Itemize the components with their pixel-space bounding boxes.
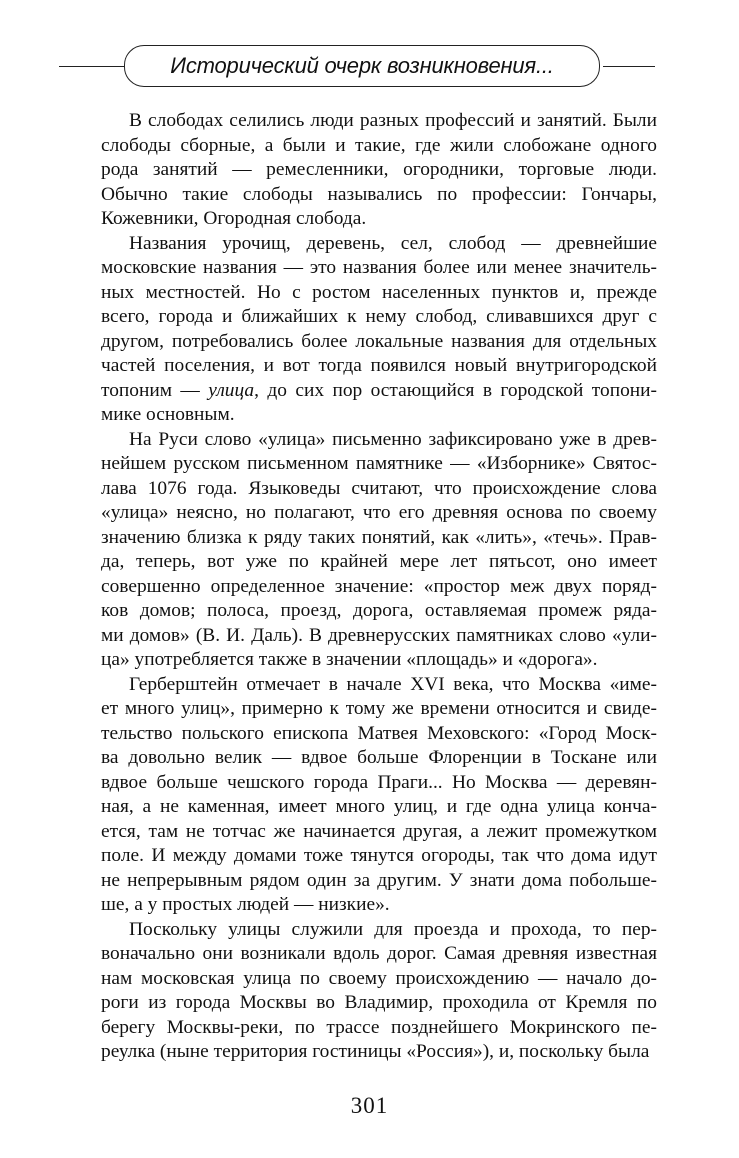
text-line: ков домов; полоса, проезд, дорога, оставляемая промеж ряда- bbox=[101, 600, 657, 621]
text-line: не непрерывным рядом один за другим. У знати дома побольше- bbox=[101, 869, 657, 891]
text-line: ца» употребляется также в значении «площадь» и «дорога». bbox=[101, 649, 598, 670]
text-line: мике основным. bbox=[101, 404, 235, 425]
text-line: всего, города и ближайших к нему слобод, сливавшихся друг с bbox=[101, 306, 657, 327]
text-line: ше, а у простых людей — низкие». bbox=[101, 894, 390, 915]
text-line: «улица» неясно, но полагают, что его древняя основа по своему bbox=[101, 502, 657, 523]
text-line: реулка (ныне территория гостиницы «Россия»), и, поскольку была bbox=[101, 1041, 650, 1062]
header-title: Исторический очерк возникновения... bbox=[170, 53, 554, 78]
text-line: берегу Москвы-реки, по трассе позднейшего Мокринского пе- bbox=[101, 1016, 657, 1038]
text-line: вдвое больше чешского города Праги... Но Москва — деревян- bbox=[101, 771, 657, 793]
text-line: лава 1076 года. Языковеды считают, что происхождение слова bbox=[101, 477, 657, 499]
header-frame bbox=[124, 45, 600, 87]
running-header bbox=[0, 45, 739, 89]
text-line: да, теперь, вот уже по крайней мере лет пятьсот, оно имеет bbox=[101, 551, 657, 572]
text-line: Кожевники, Огородная слобода. bbox=[101, 208, 367, 229]
body-text bbox=[101, 109, 657, 1065]
text-line: топоним — улица, до сих пор остающийся в городской топони- bbox=[101, 379, 657, 401]
text-line: слободы сборные, а были и такие, где жили слобожане одного bbox=[101, 134, 657, 156]
text-line: московские названия — это названия более или менее значитель- bbox=[101, 257, 657, 278]
header-rule-left bbox=[59, 66, 125, 67]
paragraph bbox=[101, 428, 657, 673]
text-line: ная, а не каменная, имеет много улиц, и где одна улица конча- bbox=[101, 796, 657, 817]
text-line: значению близка к ряду таких понятий, как «лить», «течь». Прав- bbox=[101, 526, 657, 548]
text-line: рода занятий — ремесленники, огородники, торговые люди. bbox=[101, 159, 657, 180]
text-line: нейшем русском письменном памятнике — «Изборнике» Святос- bbox=[101, 453, 657, 474]
text-line: Обычно такие слободы назывались по профессии: Гончары, bbox=[101, 183, 657, 205]
text-line: совершенно определенное значение: «простор меж двух поряд- bbox=[101, 575, 657, 597]
paragraph bbox=[101, 918, 657, 1065]
header-rule-right bbox=[603, 66, 655, 67]
page-number: 301 bbox=[350, 1093, 389, 1118]
text-line: На Руси слово «улица» письменно зафиксировано уже в древ- bbox=[129, 428, 657, 450]
text-line: ет много улиц», примерно к тому же времени относится и свиде- bbox=[101, 698, 657, 719]
text-line: ми домов» (В. И. Даль). В древнерусских памятниках слово «ули- bbox=[101, 624, 657, 646]
text-line: ется, там не тотчас же начинается другая, а лежит промежутком bbox=[101, 820, 657, 842]
text-line: ва довольно велик — вдвое больше Флоренции в Тоскане или bbox=[101, 747, 657, 768]
text-line: роги из города Москвы во Владимир, проходила от Кремля по bbox=[101, 992, 657, 1013]
text-line: Названия урочищ, деревень, сел, слобод — древнейшие bbox=[129, 232, 657, 254]
paragraph bbox=[101, 109, 657, 232]
text-line: воначально они возникали вдоль дорог. Самая древняя известная bbox=[101, 943, 657, 964]
text-line: Герберштейн отмечает в начале XVI века, что Москва «име- bbox=[129, 673, 657, 695]
text-line: В слободах селились люди разных профессий и занятий. Были bbox=[129, 110, 657, 131]
text-line: Поскольку улицы служили для проезда и прохода, то пер- bbox=[129, 918, 657, 940]
text-line: поле. И между домами тоже тянутся огороды, так что дома идут bbox=[101, 845, 657, 866]
paragraph bbox=[101, 232, 657, 428]
text-line: нам московская улица по своему происхождению — начало до- bbox=[101, 967, 657, 989]
text-line: ных местностей. Но с ростом населенных пунктов и, прежде bbox=[101, 281, 657, 303]
text-line: другом, потребовались более локальные названия для отдельных bbox=[101, 330, 657, 352]
paragraph bbox=[101, 673, 657, 918]
text-line: частей поселения, и вот тогда появился новый внутригородской bbox=[101, 355, 657, 376]
text-line: тельство польского епископа Матвея Меховского: «Город Моск- bbox=[101, 722, 657, 744]
